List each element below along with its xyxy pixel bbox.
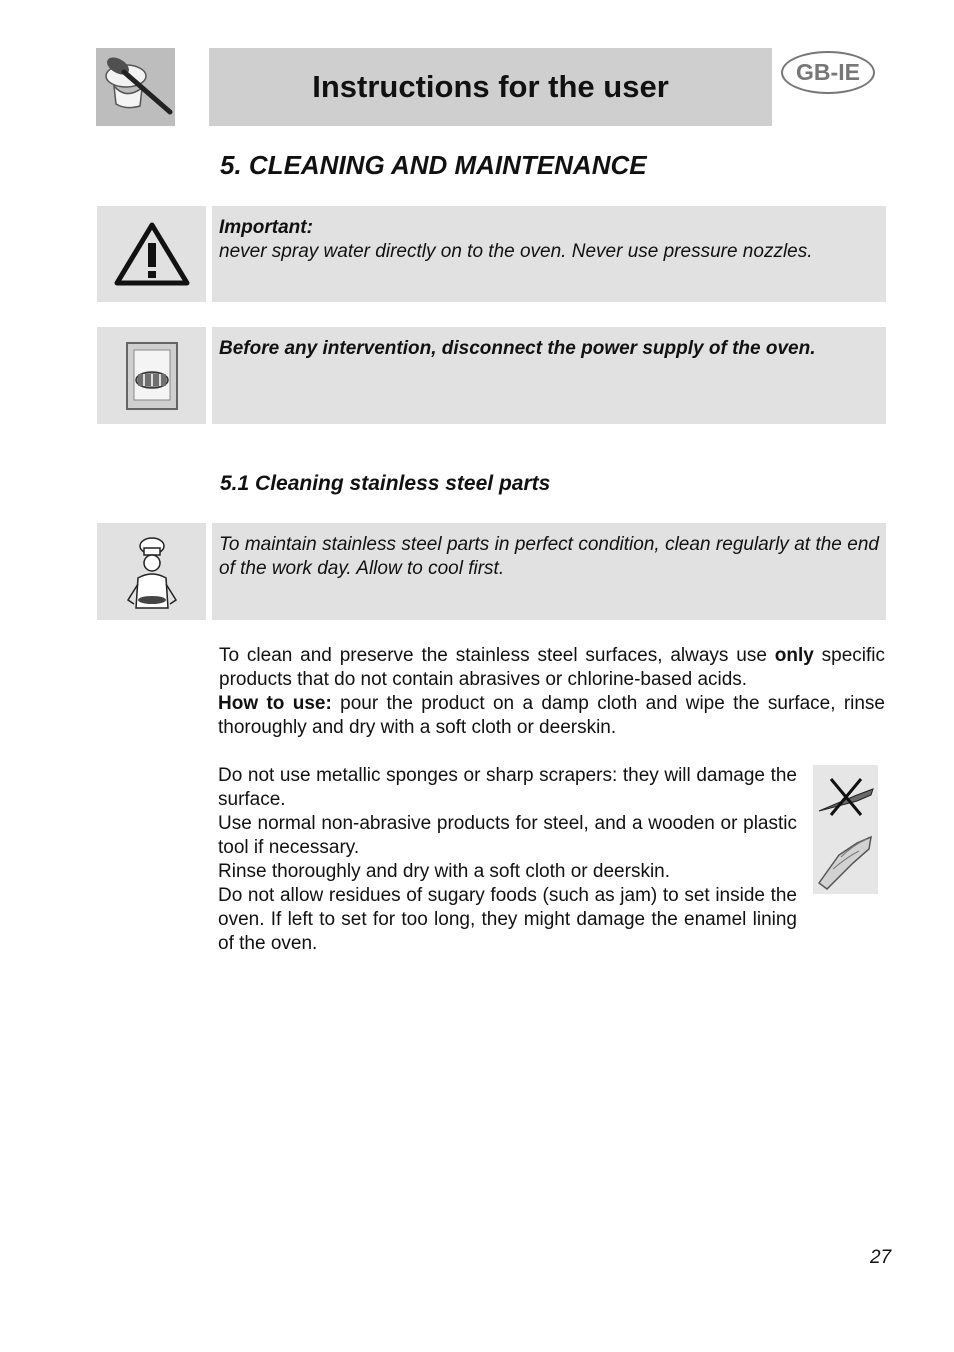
- page-header-title: Instructions for the user: [312, 69, 669, 104]
- paragraph-how-to-use: [218, 692, 885, 740]
- no-scraper-sponge-icon: [813, 765, 878, 894]
- cleaning-instructions: [218, 764, 797, 956]
- subsection-title: 5.1 Cleaning stainless steel parts: [220, 472, 551, 495]
- note-text: Before any intervention, disconnect the power supply of the oven.: [219, 338, 816, 359]
- logo: [96, 48, 175, 126]
- power-switch-icon: [122, 338, 182, 414]
- text-run: To clean and preserve the stainless steel surfaces, always use: [219, 645, 775, 666]
- note-heading: Important:: [219, 217, 313, 238]
- instruction-line: Use normal non-abrasive products for steel, and a wooden or plastic tool if necessary.: [218, 813, 797, 858]
- text-run: specific products that do not contain abrasives or chlorine-based acids.: [219, 645, 885, 690]
- text-run-bold: only: [774, 645, 814, 666]
- instruction-line: Do not use metallic sponges or sharp scrapers: they will damage the surface.: [218, 765, 797, 810]
- tools-illustration: [813, 765, 878, 894]
- note-text: never spray water directly on to the oven. Never use pressure nozzles.: [219, 241, 813, 262]
- page-number: 27: [870, 1247, 892, 1268]
- tip-note: [212, 523, 886, 620]
- instruction-line: Do not allow residues of sugary foods (such as jam) to set inside the oven. If left to set for too long, they might damage the enamel lining of the oven.: [218, 885, 797, 954]
- language-badge: GB-IE: [781, 51, 875, 94]
- page-header-bar: [209, 48, 772, 126]
- chef-icon: [120, 534, 184, 610]
- text-run: pour the product on a damp cloth and wipe the surface, rinse thoroughly and dry with a soft cloth or deerskin.: [218, 693, 885, 738]
- how-to-use-label: How to use:: [218, 693, 332, 714]
- instruction-line: Rinse thoroughly and dry with a soft cloth or deerskin.: [218, 861, 671, 882]
- warning-triangle-icon: [112, 219, 192, 289]
- note-icon-cell: [97, 523, 206, 620]
- section-title: 5. CLEANING AND MAINTENANCE: [220, 150, 647, 180]
- power-note: [212, 327, 886, 424]
- note-text: To maintain stainless steel parts in perfect condition, clean regularly at the end of the work day. Allow to cool first.: [219, 534, 879, 579]
- spoon-chef-hat-icon: [96, 48, 175, 126]
- note-icon-cell: [97, 206, 206, 302]
- important-note: [212, 206, 886, 302]
- note-icon-cell: [97, 327, 206, 424]
- paragraph-products: [219, 644, 885, 692]
